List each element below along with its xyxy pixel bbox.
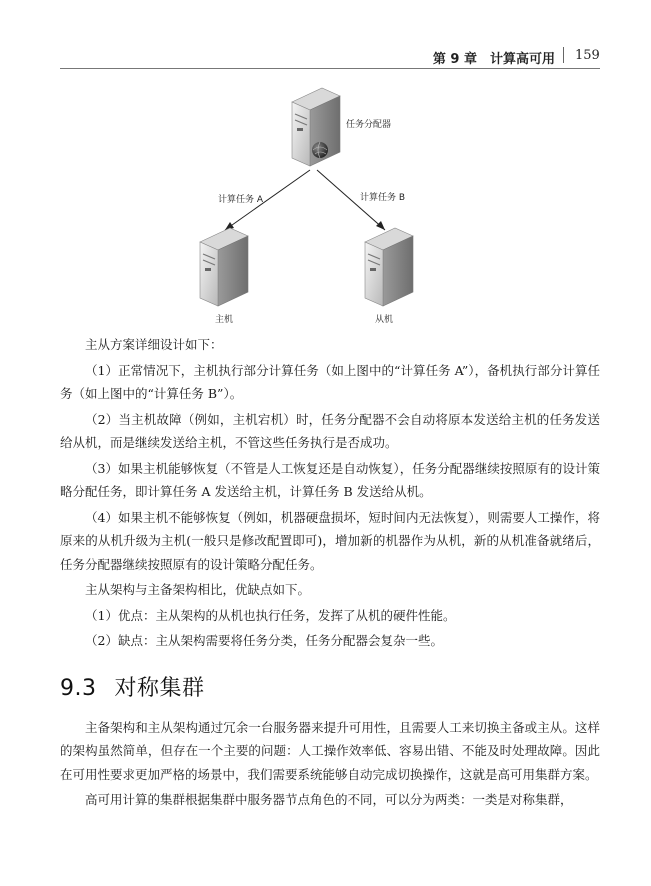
section-title: 对称集群 <box>114 675 205 701</box>
intro-paragraph: 主从方案详细设计如下： <box>85 337 223 352</box>
master-server-icon <box>200 228 248 306</box>
pro-item: （1）优点：主从架构的从机也执行任务，发挥了从机的硬件性能。 <box>85 607 456 623</box>
section-number: 9.3 <box>60 675 97 701</box>
dispatcher-server-icon <box>292 88 340 166</box>
master-slave-diagram <box>170 80 470 330</box>
header-separator <box>563 47 564 63</box>
section-paragraph-1: 主备架构和主从架构通过冗余一台服务器来提升可用性，且需要人工来切换主备或主从。这样的架构虽然简单，但存在一个主要的问题：人工操作效率低、容易出错、不能及时处理故障。因此在可用性要求更加严格的场景中，我们需要系统能够自动完成切换操作，这就是高可用集群方案。 <box>60 719 600 782</box>
globe-icon <box>312 142 328 158</box>
header-rule <box>60 68 600 69</box>
master-label: 主机 <box>215 315 234 325</box>
list-item-4: （4）如果主机不能够恢复（例如，机器硬盘损坏，短时间内无法恢复），则需要人工操作，将原来的从机升级为主机(一般只是修改配置即可)，增加新的机器作为从机，新的从机准备就绪后，任务分配器继续按照原有的设计策略分配任务。 <box>60 509 600 572</box>
body-content <box>60 333 600 812</box>
section-heading <box>60 671 600 702</box>
page-header <box>0 0 651 70</box>
con-item: （2）缺点：主从架构需要将任务分类，任务分配器会复杂一些。 <box>85 633 443 648</box>
diagram-svg <box>170 80 470 330</box>
compare-paragraph: 主从架构与主备架构相比，优缺点如下。 <box>85 582 311 597</box>
list-item-2: （2）当主机故障（例如，主机宕机）时，任务分配器不会自动将原本发送给主机的任务发送给从机，而是继续发送给主机，不管这些任务执行是否成功。 <box>60 411 600 450</box>
page-number: 159 <box>575 48 600 63</box>
task-b-label: 计算任务 B <box>360 193 406 203</box>
dispatcher-label: 任务分配器 <box>346 120 392 130</box>
task-a-label: 计算任务 A <box>218 195 264 205</box>
slave-server-icon <box>365 228 413 306</box>
arrow-head-slave <box>376 221 385 230</box>
chapter-title: 第 9 章 计算高可用 <box>432 52 555 67</box>
section-paragraph-2: 高可用计算的集群根据集群中服务器节点角色的不同，可以分为两类：一类是对称集群， <box>85 792 573 807</box>
list-item-3: （3）如果主机能够恢复（不管是人工恢复还是自动恢复），任务分配器继续按照原有的设计策略分配任务，即计算任务 A 发送给主机，计算任务 B 发送给从机。 <box>60 460 600 499</box>
list-item-1: （1）正常情况下，主机执行部分计算任务（如上图中的“计算任务 A”），备机执行部分计算任务（如上图中的“计算任务 B”）。 <box>60 362 600 401</box>
slave-label: 从机 <box>375 315 394 325</box>
